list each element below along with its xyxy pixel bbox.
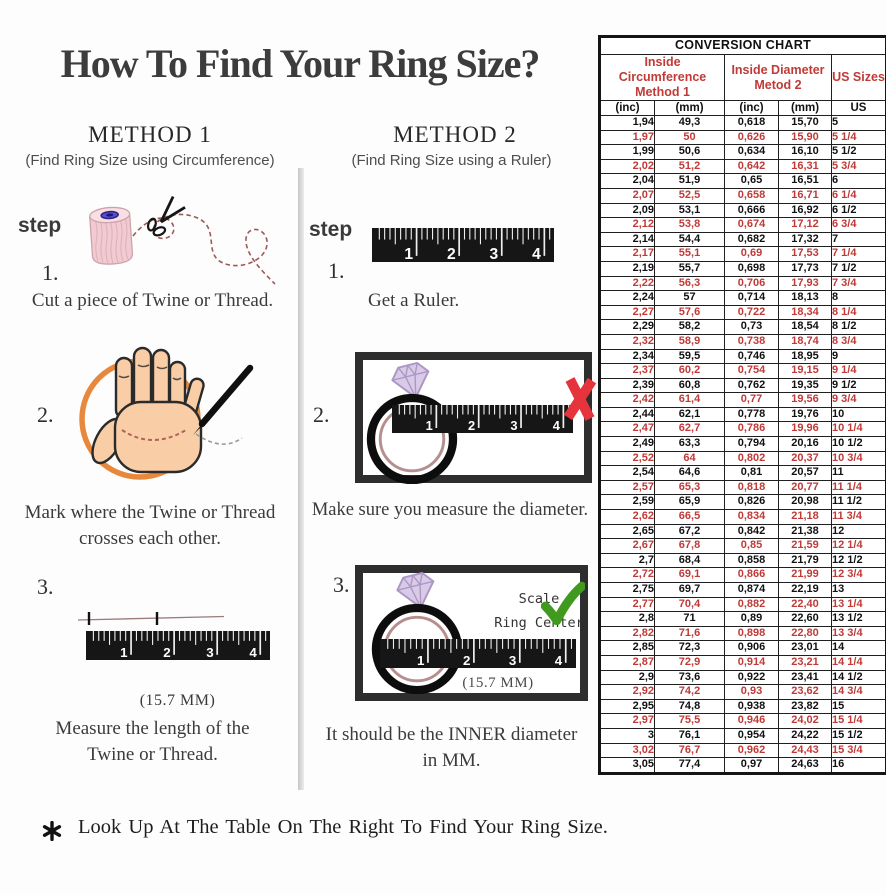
svg-text:3: 3 [508, 653, 517, 668]
table-title: CONVERSION CHART [600, 37, 886, 55]
svg-text:3: 3 [489, 246, 499, 262]
table-row: 1,97 50 0,626 15,90 5 1/4 [600, 130, 886, 145]
ring-measure-correct-diagram [355, 565, 588, 701]
method2-step2-number: 2. [313, 402, 330, 427]
method2-step2-caption: Make sure you measure the diameter. [311, 500, 589, 520]
svg-text:3: 3 [510, 418, 518, 433]
method2-heading: METHOD 2 [393, 122, 517, 147]
hand-marking-illustration [72, 338, 262, 486]
ruler-illustration [86, 631, 270, 660]
method2-step3-number: 3. [333, 572, 350, 597]
table-row: 2,57 65,3 0,818 20,77 11 1/4 [600, 480, 886, 495]
table-row: 2,67 67,8 0,85 21,59 12 1/4 [600, 539, 886, 554]
subheader-inc-1: (inc) [600, 101, 655, 116]
table-row: 2,39 60,8 0,762 19,35 9 1/2 [600, 378, 886, 393]
table-row: 2,14 54,4 0,682 17,32 7 [600, 232, 886, 247]
method1-step-label: step [18, 214, 62, 237]
table-row: 2,29 58,2 0,73 18,54 8 1/2 [600, 320, 886, 335]
subheader-mm-2: (mm) [779, 101, 832, 116]
table-row: 2,52 64 0,802 20,37 10 3/4 [600, 451, 886, 466]
method1-step2-number: 2. [37, 402, 54, 427]
method2-step-label: step [309, 218, 353, 241]
method2-step3-caption: It should be the INNER diameter in MM. [325, 724, 578, 772]
table-row: 1,99 50,6 0,634 16,10 5 1/2 [600, 145, 886, 160]
table-row: 2,62 66,5 0,834 21,18 11 3/4 [600, 510, 886, 525]
subheader-us: US [832, 101, 886, 116]
svg-text:4: 4 [554, 653, 563, 668]
method2-step1-caption: Get a Ruler. [368, 290, 460, 311]
method1-heading: METHOD 1 [88, 122, 212, 147]
table-row: 2,32 58,9 0,738 18,74 8 3/4 [600, 334, 886, 349]
ruler-illustration [392, 405, 573, 433]
subheader-mm-1: (mm) [655, 101, 725, 116]
table-row: 2,04 51,9 0,65 16,51 6 [600, 174, 886, 189]
svg-text:1: 1 [417, 653, 425, 668]
table-row: 2,59 65,9 0,826 20,98 11 1/2 [600, 495, 886, 510]
table-row: 2,7 68,4 0,858 21,79 12 1/2 [600, 553, 886, 568]
table-row: 2,9 73,6 0,922 23,41 14 1/2 [600, 670, 886, 685]
svg-text:4: 4 [532, 246, 541, 262]
method2-subheading: (Find Ring Size using a Ruler) [351, 152, 552, 169]
svg-text:3: 3 [206, 645, 214, 660]
table-row: 2,02 51,2 0,642 16,31 5 3/4 [600, 159, 886, 174]
table-row: 2,12 53,8 0,674 17,12 6 3/4 [600, 218, 886, 233]
col-group-diameter: Inside Diameter Metod 2 [725, 55, 832, 101]
table-row: 2,44 62,1 0,778 19,76 10 [600, 407, 886, 422]
table-row: 2,77 70,4 0,882 22,40 13 1/4 [600, 597, 886, 612]
page-title: How To Find Your Ring Size? [60, 41, 540, 86]
table-row: 2,87 72,9 0,914 23,21 14 1/4 [600, 655, 886, 670]
subheader-inc-2: (inc) [725, 101, 779, 116]
ruler-illustration [372, 228, 554, 262]
table-row: 2,97 75,5 0,946 24,02 15 1/4 [600, 714, 886, 729]
footer-note: Look Up At The Table On The Right To Find Your Ring Size. [78, 816, 608, 838]
x-mark-icon [561, 373, 599, 425]
table-row: 2,07 52,5 0,658 16,71 6 1/4 [600, 188, 886, 203]
ruler-illustration [380, 639, 576, 668]
method1-mm-note: (15.7 MM) [139, 692, 216, 709]
table-row: 2,37 60,2 0,754 19,15 9 1/4 [600, 364, 886, 379]
conversion-chart [598, 35, 885, 775]
svg-text:1: 1 [425, 418, 433, 433]
table-row: 2,92 74,2 0,93 23,62 14 3/4 [600, 685, 886, 700]
asterisk-icon [42, 821, 62, 841]
table-row: 1,94 49,3 0,618 15,70 5 [600, 116, 886, 131]
check-mark-icon [541, 581, 585, 627]
table-row: 2,72 69,1 0,866 21,99 12 3/4 [600, 568, 886, 583]
table-row: 3,05 77,4 0,97 24,63 16 [600, 758, 886, 774]
table-row: 2,65 67,2 0,842 21,38 12 [600, 524, 886, 539]
table-row: 2,75 69,7 0,874 22,19 13 [600, 583, 886, 598]
method2-step1-number: 1. [328, 258, 345, 283]
table-row: 2,09 53,1 0,666 16,92 6 1/2 [600, 203, 886, 218]
table-row: 2,22 56,3 0,706 17,93 7 3/4 [600, 276, 886, 291]
method2-mm-note: (15.7 MM) [462, 675, 534, 691]
table-row: 2,34 59,5 0,746 18,95 9 [600, 349, 886, 364]
thread-squiggle [133, 214, 275, 284]
pen-icon [193, 368, 250, 435]
table-row: 2,85 72,3 0,906 23,01 14 [600, 641, 886, 656]
table-row: 3 76,1 0,954 24,22 15 1/2 [600, 728, 886, 743]
svg-text:2: 2 [462, 653, 471, 668]
column-divider [298, 168, 304, 790]
svg-text:2: 2 [163, 645, 171, 660]
svg-text:1: 1 [120, 645, 128, 660]
svg-text:2: 2 [446, 246, 456, 262]
table-row: 2,17 55,1 0,69 17,53 7 1/4 [600, 247, 886, 262]
table-row: 2,19 55,7 0,698 17,73 7 1/2 [600, 261, 886, 276]
table-row: 2,24 57 0,714 18,13 8 [600, 291, 886, 306]
table-row: 2,82 71,6 0,898 22,80 13 3/4 [600, 626, 886, 641]
table-row: 2,95 74,8 0,938 23,82 15 [600, 699, 886, 714]
table-row: 3,02 76,7 0,962 24,43 15 3/4 [600, 743, 886, 758]
table-row: 2,47 62,7 0,786 19,96 10 1/4 [600, 422, 886, 437]
svg-text:4: 4 [552, 418, 560, 433]
scale-ring-center-label: Scale Ring Center [494, 591, 584, 632]
table-row: 2,49 63,3 0,794 20,16 10 1/2 [600, 437, 886, 452]
col-group-us-sizes: US Sizes [832, 55, 886, 101]
svg-text:4: 4 [249, 645, 257, 660]
method1-step2-caption: Mark where the Twine or Thread crosses each other. [24, 502, 276, 550]
method1-step3-number: 3. [37, 574, 54, 599]
svg-text:2: 2 [468, 418, 476, 433]
table-row: 2,42 61,4 0,77 19,56 9 3/4 [600, 393, 886, 408]
method1-step1-caption: Cut a piece of Twine or Thread. [31, 290, 274, 311]
method1-step1-number: 1. [42, 260, 59, 285]
method1-subheading: (Find Ring Size using Circumference) [25, 152, 275, 169]
col-group-circumference: Inside Circumference Method 1 [600, 55, 725, 101]
svg-text:1: 1 [404, 246, 414, 262]
table-row: 2,54 64,6 0,81 20,57 11 [600, 466, 886, 481]
ring-measure-wrong-diagram [355, 352, 592, 483]
measured-thread-illustration [78, 610, 228, 628]
table-row: 2,27 57,6 0,722 18,34 8 1/4 [600, 305, 886, 320]
conversion-table-body [600, 116, 886, 774]
method1-step3-caption: Measure the length of the Twine or Thread. [55, 718, 250, 766]
twine-spool-icon [89, 206, 133, 265]
table-row: 2,8 71 0,89 22,60 13 1/2 [600, 612, 886, 627]
